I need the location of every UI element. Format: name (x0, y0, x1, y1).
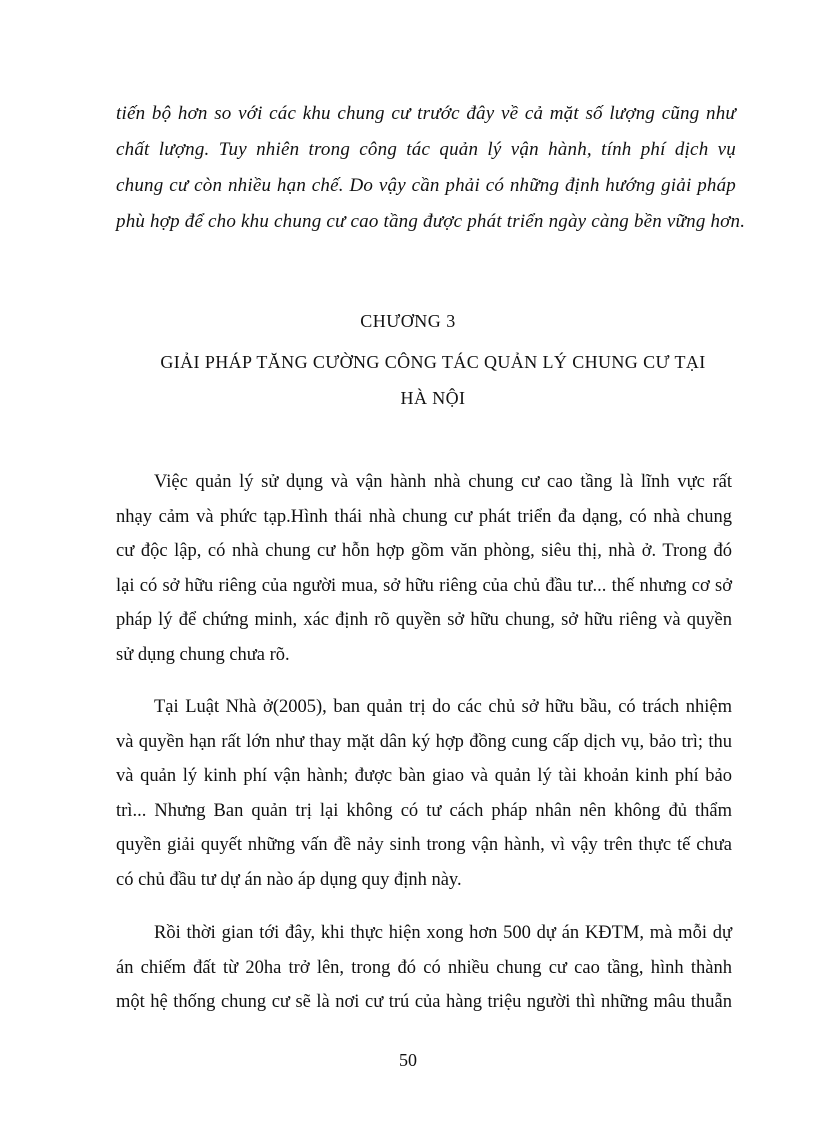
body-paragraph (116, 690, 732, 898)
intro-paragraph (116, 96, 746, 240)
chapter-number: CHƯƠNG 3 (360, 311, 456, 331)
paragraph-line: và quyền hạn rất lớn như thay mặt dân ký hợp đồng cung cấp dịch vụ, bảo trì; thu (116, 731, 732, 752)
intro-line: chất lượng. Tuy nhiên trong công tác quản lý vận hành, tính phí dịch vụ (116, 139, 736, 160)
paragraph-line: một hệ thống chung cư sẽ là nơi cư trú của hàng triệu người thì những mâu thuẫn (116, 992, 732, 1013)
paragraph-line: pháp lý để chứng minh, xác định rõ quyền sở hữu chung, sở hữu riêng và quyền (116, 610, 732, 631)
paragraph-line: Việc quản lý sử dụng và vận hành nhà chung cư cao tầng là lĩnh vực rất (154, 472, 732, 492)
paragraph-line: có chủ đầu tư dự án nào áp dụng quy định này. (116, 869, 462, 890)
paragraph-line: trì... Nhưng Ban quản trị lại không có tư cách pháp nhân nên không đủ thẩm (116, 800, 732, 821)
body-paragraph (116, 916, 732, 1020)
paragraph-line: quyền giải quyết những vấn đề nảy sinh trong vận hành, vì vậy trên thực tế chưa (116, 835, 732, 856)
paragraph-line: và quản lý kinh phí vận hành; được bàn giao và quản lý tài khoản kinh phí bảo (116, 766, 732, 787)
page-number: 50 (399, 1050, 417, 1070)
paragraph-line: Tại Luật Nhà ở(2005), ban quản trị do các chủ sở hữu bầu, có trách nhiệm (154, 697, 732, 717)
body-paragraph (116, 465, 732, 673)
paragraph-line: lại có sở hữu riêng của người mua, sở hữu riêng của chủ đầu tư... thế nhưng cơ sở (116, 575, 732, 596)
chapter-title-line: HÀ NỘI (400, 388, 466, 408)
paragraph-line: sử dụng chung chưa rõ. (116, 644, 290, 665)
chapter-title (140, 344, 726, 416)
paragraph-line: cư độc lập, có nhà chung cư hỗn hợp gồm văn phòng, siêu thị, nhà ở. Trong đó (116, 541, 732, 562)
chapter-title-line: GIẢI PHÁP TĂNG CƯỜNG CÔNG TÁC QUẢN LÝ CHUNG CƯ TẠI (160, 352, 706, 372)
intro-line: phù hợp để cho khu chung cư cao tầng được phát triển ngày càng bền vững hơn. (116, 211, 746, 232)
intro-line: chung cư còn nhiều hạn chế. Do vậy cần phải có những định hướng giải pháp (116, 175, 736, 196)
intro-line: tiến bộ hơn so với các khu chung cư trước đây về cả mặt số lượng cũng như (116, 103, 736, 124)
paragraph-line: nhạy cảm và phức tạp.Hình thái nhà chung cư phát triển đa dạng, có nhà chung (116, 506, 732, 527)
paragraph-line: Rồi thời gian tới đây, khi thực hiện xong hơn 500 dự án KĐTM, mà mỗi dự (154, 923, 732, 943)
paragraph-line: án chiếm đất từ 20ha trở lên, trong đó có nhiều chung cư cao tầng, hình thành (116, 957, 732, 978)
